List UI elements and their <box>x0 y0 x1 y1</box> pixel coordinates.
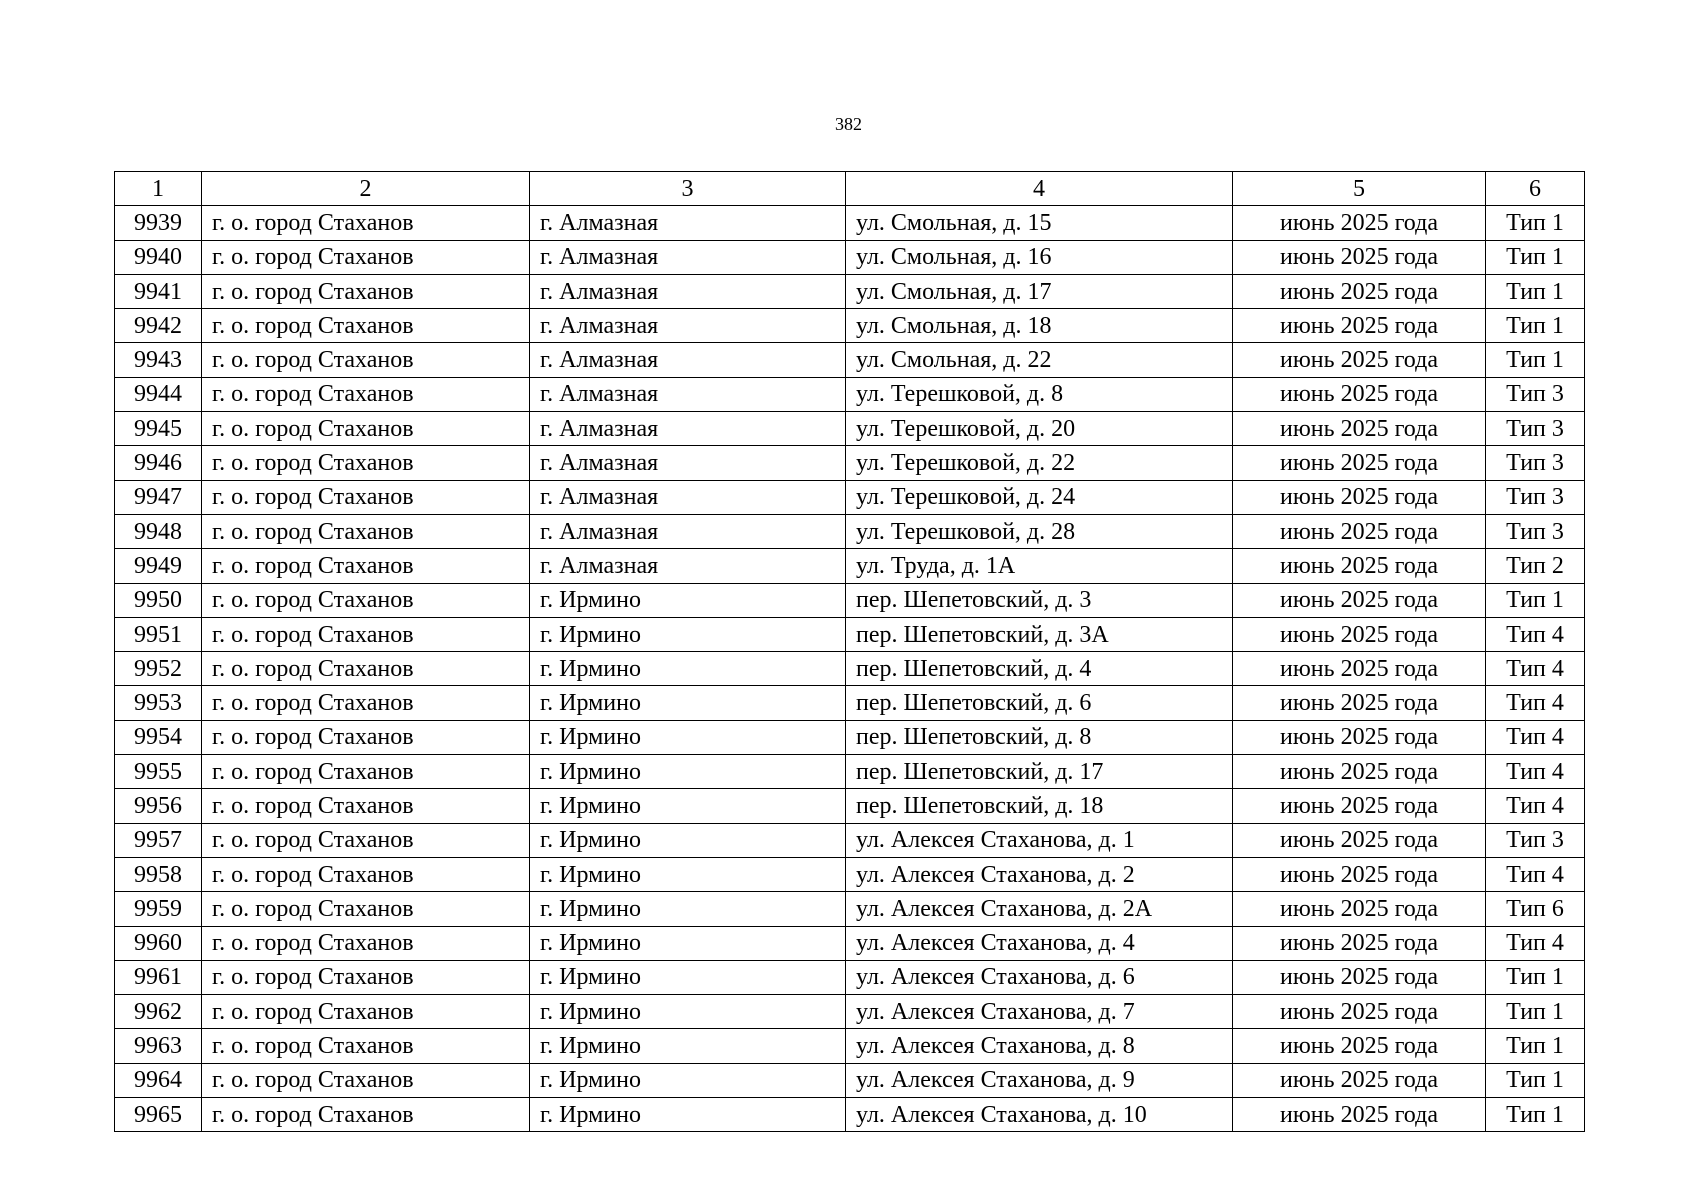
cell-settlement: г. Ирмино <box>530 652 846 686</box>
cell-type: Тип 1 <box>1486 240 1585 274</box>
cell-settlement: г. Ирмино <box>530 789 846 823</box>
cell-type: Тип 4 <box>1486 617 1585 651</box>
table-row <box>115 960 1585 994</box>
cell-municipality: г. о. город Стаханов <box>202 412 530 446</box>
cell-municipality: г. о. город Стаханов <box>202 755 530 789</box>
table-row <box>115 240 1585 274</box>
cell-settlement: г. Алмазная <box>530 377 846 411</box>
cell-row-number: 9956 <box>115 789 202 823</box>
table-header-row <box>115 172 1585 206</box>
cell-municipality: г. о. город Стаханов <box>202 309 530 343</box>
cell-address: ул. Алексея Стаханова, д. 1 <box>846 823 1233 857</box>
cell-address: пер. Шепетовский, д. 6 <box>846 686 1233 720</box>
cell-municipality: г. о. город Стаханов <box>202 686 530 720</box>
cell-settlement: г. Ирмино <box>530 926 846 960</box>
cell-settlement: г. Алмазная <box>530 343 846 377</box>
cell-municipality: г. о. город Стаханов <box>202 995 530 1029</box>
cell-municipality: г. о. город Стаханов <box>202 549 530 583</box>
cell-row-number: 9945 <box>115 412 202 446</box>
table-row <box>115 377 1585 411</box>
cell-period: июнь 2025 года <box>1233 960 1486 994</box>
table-row <box>115 1029 1585 1063</box>
cell-municipality: г. о. город Стаханов <box>202 206 530 240</box>
cell-type: Тип 1 <box>1486 1063 1585 1097</box>
cell-settlement: г. Ирмино <box>530 960 846 994</box>
header-col-4: 4 <box>846 172 1233 206</box>
header-col-3: 3 <box>530 172 846 206</box>
cell-address: пер. Шепетовский, д. 3 <box>846 583 1233 617</box>
cell-address: ул. Смольная, д. 17 <box>846 274 1233 308</box>
cell-row-number: 9954 <box>115 720 202 754</box>
cell-period: июнь 2025 года <box>1233 1063 1486 1097</box>
cell-type: Тип 1 <box>1486 1098 1585 1132</box>
housing-schedule-table <box>114 171 1585 1132</box>
cell-municipality: г. о. город Стаханов <box>202 583 530 617</box>
cell-period: июнь 2025 года <box>1233 789 1486 823</box>
cell-address: ул. Алексея Стаханова, д. 9 <box>846 1063 1233 1097</box>
cell-settlement: г. Ирмино <box>530 823 846 857</box>
table-row <box>115 1063 1585 1097</box>
cell-type: Тип 2 <box>1486 549 1585 583</box>
header-col-2: 2 <box>202 172 530 206</box>
cell-row-number: 9961 <box>115 960 202 994</box>
cell-settlement: г. Алмазная <box>530 412 846 446</box>
cell-settlement: г. Алмазная <box>530 480 846 514</box>
cell-type: Тип 4 <box>1486 720 1585 754</box>
cell-row-number: 9951 <box>115 617 202 651</box>
cell-row-number: 9960 <box>115 926 202 960</box>
cell-type: Тип 3 <box>1486 412 1585 446</box>
cell-type: Тип 4 <box>1486 755 1585 789</box>
cell-settlement: г. Ирмино <box>530 857 846 891</box>
cell-municipality: г. о. город Стаханов <box>202 343 530 377</box>
cell-period: июнь 2025 года <box>1233 857 1486 891</box>
cell-period: июнь 2025 года <box>1233 206 1486 240</box>
cell-settlement: г. Ирмино <box>530 1098 846 1132</box>
cell-address: ул. Смольная, д. 22 <box>846 343 1233 377</box>
cell-type: Тип 1 <box>1486 274 1585 308</box>
cell-type: Тип 3 <box>1486 480 1585 514</box>
cell-period: июнь 2025 года <box>1233 343 1486 377</box>
cell-row-number: 9964 <box>115 1063 202 1097</box>
cell-type: Тип 4 <box>1486 652 1585 686</box>
cell-municipality: г. о. город Стаханов <box>202 857 530 891</box>
table-row <box>115 514 1585 548</box>
cell-municipality: г. о. город Стаханов <box>202 377 530 411</box>
cell-period: июнь 2025 года <box>1233 446 1486 480</box>
cell-row-number: 9939 <box>115 206 202 240</box>
cell-row-number: 9948 <box>115 514 202 548</box>
table-row <box>115 892 1585 926</box>
cell-settlement: г. Ирмино <box>530 720 846 754</box>
table-row <box>115 686 1585 720</box>
cell-period: июнь 2025 года <box>1233 652 1486 686</box>
cell-row-number: 9963 <box>115 1029 202 1063</box>
cell-settlement: г. Ирмино <box>530 583 846 617</box>
cell-type: Тип 4 <box>1486 789 1585 823</box>
cell-address: пер. Шепетовский, д. 17 <box>846 755 1233 789</box>
cell-address: ул. Терешковой, д. 24 <box>846 480 1233 514</box>
cell-address: ул. Терешковой, д. 28 <box>846 514 1233 548</box>
cell-type: Тип 3 <box>1486 446 1585 480</box>
table-row <box>115 206 1585 240</box>
cell-municipality: г. о. город Стаханов <box>202 960 530 994</box>
cell-row-number: 9942 <box>115 309 202 343</box>
cell-address: ул. Смольная, д. 15 <box>846 206 1233 240</box>
cell-period: июнь 2025 года <box>1233 926 1486 960</box>
cell-municipality: г. о. город Стаханов <box>202 720 530 754</box>
cell-address: ул. Смольная, д. 16 <box>846 240 1233 274</box>
cell-municipality: г. о. город Стаханов <box>202 926 530 960</box>
table-row <box>115 480 1585 514</box>
cell-address: ул. Алексея Стаханова, д. 2А <box>846 892 1233 926</box>
cell-settlement: г. Ирмино <box>530 995 846 1029</box>
table-row <box>115 995 1585 1029</box>
cell-address: пер. Шепетовский, д. 18 <box>846 789 1233 823</box>
cell-type: Тип 3 <box>1486 823 1585 857</box>
cell-settlement: г. Алмазная <box>530 446 846 480</box>
cell-type: Тип 1 <box>1486 206 1585 240</box>
cell-type: Тип 3 <box>1486 514 1585 548</box>
cell-municipality: г. о. город Стаханов <box>202 617 530 651</box>
header-col-6: 6 <box>1486 172 1585 206</box>
cell-row-number: 9946 <box>115 446 202 480</box>
table-row <box>115 926 1585 960</box>
cell-row-number: 9955 <box>115 755 202 789</box>
cell-municipality: г. о. город Стаханов <box>202 789 530 823</box>
cell-settlement: г. Алмазная <box>530 240 846 274</box>
table-row <box>115 309 1585 343</box>
cell-municipality: г. о. город Стаханов <box>202 514 530 548</box>
cell-address: ул. Алексея Стаханова, д. 6 <box>846 960 1233 994</box>
cell-settlement: г. Алмазная <box>530 514 846 548</box>
cell-settlement: г. Алмазная <box>530 549 846 583</box>
cell-type: Тип 3 <box>1486 377 1585 411</box>
cell-address: ул. Терешковой, д. 22 <box>846 446 1233 480</box>
cell-period: июнь 2025 года <box>1233 755 1486 789</box>
cell-type: Тип 1 <box>1486 343 1585 377</box>
cell-settlement: г. Ирмино <box>530 1029 846 1063</box>
cell-period: июнь 2025 года <box>1233 583 1486 617</box>
table-row <box>115 549 1585 583</box>
page-number: 382 <box>835 114 862 134</box>
cell-municipality: г. о. город Стаханов <box>202 274 530 308</box>
cell-address: ул. Алексея Стаханова, д. 4 <box>846 926 1233 960</box>
cell-municipality: г. о. город Стаханов <box>202 1063 530 1097</box>
cell-row-number: 9947 <box>115 480 202 514</box>
cell-type: Тип 1 <box>1486 995 1585 1029</box>
table-body <box>115 206 1585 1132</box>
table-row <box>115 412 1585 446</box>
table-row <box>115 857 1585 891</box>
cell-period: июнь 2025 года <box>1233 274 1486 308</box>
cell-row-number: 9944 <box>115 377 202 411</box>
cell-type: Тип 4 <box>1486 857 1585 891</box>
table-row <box>115 1098 1585 1132</box>
cell-settlement: г. Алмазная <box>530 274 846 308</box>
table-row <box>115 755 1585 789</box>
cell-period: июнь 2025 года <box>1233 686 1486 720</box>
cell-period: июнь 2025 года <box>1233 549 1486 583</box>
cell-period: июнь 2025 года <box>1233 1029 1486 1063</box>
cell-row-number: 9943 <box>115 343 202 377</box>
cell-period: июнь 2025 года <box>1233 617 1486 651</box>
cell-row-number: 9950 <box>115 583 202 617</box>
table-row <box>115 446 1585 480</box>
cell-type: Тип 1 <box>1486 1029 1585 1063</box>
cell-municipality: г. о. город Стаханов <box>202 823 530 857</box>
cell-address: ул. Терешковой, д. 20 <box>846 412 1233 446</box>
cell-address: пер. Шепетовский, д. 4 <box>846 652 1233 686</box>
cell-type: Тип 1 <box>1486 309 1585 343</box>
cell-period: июнь 2025 года <box>1233 377 1486 411</box>
cell-period: июнь 2025 года <box>1233 892 1486 926</box>
cell-settlement: г. Ирмино <box>530 686 846 720</box>
cell-period: июнь 2025 года <box>1233 480 1486 514</box>
cell-period: июнь 2025 года <box>1233 412 1486 446</box>
cell-settlement: г. Алмазная <box>530 309 846 343</box>
cell-row-number: 9949 <box>115 549 202 583</box>
cell-row-number: 9957 <box>115 823 202 857</box>
header-col-5: 5 <box>1233 172 1486 206</box>
cell-address: ул. Терешковой, д. 8 <box>846 377 1233 411</box>
cell-row-number: 9965 <box>115 1098 202 1132</box>
cell-period: июнь 2025 года <box>1233 720 1486 754</box>
header-col-1: 1 <box>115 172 202 206</box>
cell-settlement: г. Ирмино <box>530 617 846 651</box>
cell-period: июнь 2025 года <box>1233 823 1486 857</box>
cell-period: июнь 2025 года <box>1233 514 1486 548</box>
cell-type: Тип 4 <box>1486 926 1585 960</box>
cell-row-number: 9952 <box>115 652 202 686</box>
cell-municipality: г. о. город Стаханов <box>202 652 530 686</box>
table-row <box>115 583 1585 617</box>
cell-period: июнь 2025 года <box>1233 309 1486 343</box>
cell-address: пер. Шепетовский, д. 8 <box>846 720 1233 754</box>
cell-municipality: г. о. город Стаханов <box>202 446 530 480</box>
cell-row-number: 9953 <box>115 686 202 720</box>
cell-type: Тип 1 <box>1486 960 1585 994</box>
cell-settlement: г. Ирмино <box>530 755 846 789</box>
cell-address: ул. Алексея Стаханова, д. 7 <box>846 995 1233 1029</box>
cell-period: июнь 2025 года <box>1233 1098 1486 1132</box>
cell-address: ул. Алексея Стаханова, д. 2 <box>846 857 1233 891</box>
cell-settlement: г. Алмазная <box>530 206 846 240</box>
cell-row-number: 9959 <box>115 892 202 926</box>
cell-address: ул. Смольная, д. 18 <box>846 309 1233 343</box>
table-row <box>115 274 1585 308</box>
table-row <box>115 343 1585 377</box>
table-row <box>115 789 1585 823</box>
cell-period: июнь 2025 года <box>1233 995 1486 1029</box>
cell-type: Тип 1 <box>1486 583 1585 617</box>
cell-address: ул. Алексея Стаханова, д. 8 <box>846 1029 1233 1063</box>
cell-address: ул. Алексея Стаханова, д. 10 <box>846 1098 1233 1132</box>
cell-row-number: 9958 <box>115 857 202 891</box>
cell-row-number: 9962 <box>115 995 202 1029</box>
cell-municipality: г. о. город Стаханов <box>202 892 530 926</box>
table-row <box>115 823 1585 857</box>
cell-type: Тип 4 <box>1486 686 1585 720</box>
cell-municipality: г. о. город Стаханов <box>202 1098 530 1132</box>
cell-settlement: г. Ирмино <box>530 892 846 926</box>
cell-settlement: г. Ирмино <box>530 1063 846 1097</box>
table-row <box>115 652 1585 686</box>
cell-row-number: 9941 <box>115 274 202 308</box>
cell-address: пер. Шепетовский, д. 3А <box>846 617 1233 651</box>
cell-municipality: г. о. город Стаханов <box>202 240 530 274</box>
cell-address: ул. Труда, д. 1А <box>846 549 1233 583</box>
table-row <box>115 720 1585 754</box>
cell-period: июнь 2025 года <box>1233 240 1486 274</box>
cell-municipality: г. о. город Стаханов <box>202 480 530 514</box>
cell-municipality: г. о. город Стаханов <box>202 1029 530 1063</box>
cell-type: Тип 6 <box>1486 892 1585 926</box>
table-row <box>115 617 1585 651</box>
cell-row-number: 9940 <box>115 240 202 274</box>
